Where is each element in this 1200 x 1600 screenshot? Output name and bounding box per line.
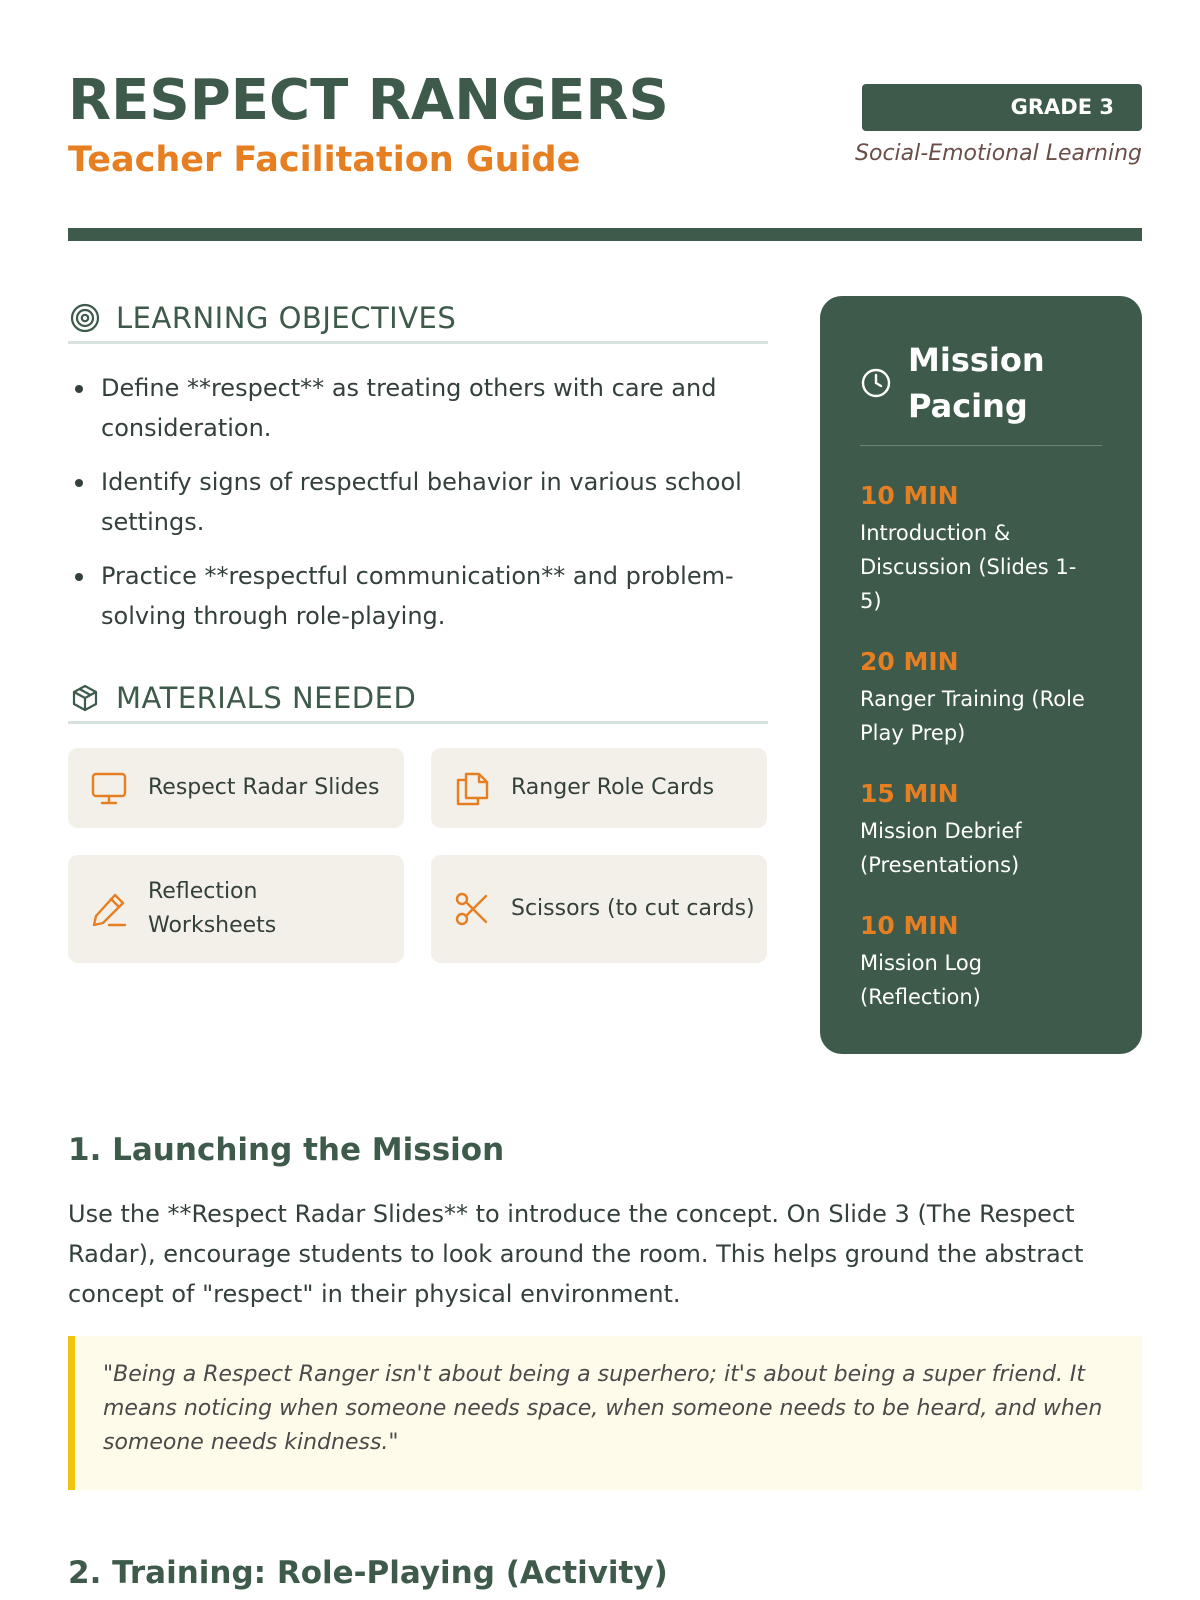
pacing-minutes: 15 MIN <box>860 779 959 808</box>
materials-heading-label: MATERIALS NEEDED <box>116 680 417 715</box>
subject-label: Social-Emotional Learning <box>855 141 1142 166</box>
clock-icon <box>860 366 894 400</box>
pacing-item <box>860 910 1102 1014</box>
list-item: Practice **respectful communication** and problem-solving through role-playing. <box>68 556 768 636</box>
box-icon <box>68 681 102 715</box>
callout-quote <box>68 1336 1142 1490</box>
pacing-item <box>860 778 1102 882</box>
material-label: Reflection Worksheets <box>148 879 277 938</box>
pacing-minutes: 10 MIN <box>860 911 959 940</box>
material-card <box>68 748 404 828</box>
pacing-item <box>860 480 1102 618</box>
grade-badge: GRADE 3 <box>862 84 1142 131</box>
section-heading: 2. Training: Role-Playing (Activity) <box>68 1555 668 1591</box>
mission-pacing-panel <box>820 296 1142 1054</box>
pacing-description: Mission Log (Reflection) <box>860 951 983 1009</box>
material-card <box>431 748 767 828</box>
materials-heading <box>68 674 768 724</box>
pacing-minutes: 20 MIN <box>860 647 959 676</box>
pacing-description: Introduction & Discussion (Slides 1-5) <box>860 521 1077 613</box>
objectives-list <box>68 368 768 650</box>
pacing-header <box>860 336 1102 446</box>
section-body: Use the **Respect Radar Slides** to introduce the concept. On Slide 3 (The Respect Radar), encourage students to look around the room. This helps ground the abstract concept of "respect" in their physical environment. <box>68 1200 1084 1308</box>
objectives-heading <box>68 294 768 344</box>
objectives-heading-label: LEARNING OBJECTIVES <box>116 300 457 335</box>
copy-icon <box>451 767 493 809</box>
document-subtitle: Teacher Facilitation Guide <box>68 140 581 180</box>
pacing-description: Ranger Training (Role Play Prep) <box>860 687 1085 745</box>
material-card <box>68 855 404 963</box>
material-label: Ranger Role Cards <box>511 775 715 800</box>
scissors-icon <box>451 888 493 930</box>
monitor-icon <box>88 767 130 809</box>
material-card <box>431 855 767 963</box>
material-label: Scissors (to cut cards) <box>511 896 755 921</box>
list-item: Define **respect** as treating others with care and consideration. <box>68 368 768 448</box>
header-divider <box>68 228 1142 241</box>
material-label: Respect Radar Slides <box>148 775 380 800</box>
pacing-description: Mission Debrief (Presentations) <box>860 819 1022 877</box>
pacing-minutes: 10 MIN <box>860 481 959 510</box>
pacing-item <box>860 646 1102 750</box>
quote-text: "Being a Respect Ranger isn't about being a superhero; it's about being a super friend. It means noticing when someone needs space, when someone needs to be heard, and when someone needs kindness." <box>103 1362 1103 1455</box>
list-item: Identify signs of respectful behavior in various school settings. <box>68 462 768 542</box>
section-heading: 1. Launching the Mission <box>68 1132 505 1168</box>
pacing-title: Mission Pacing <box>908 340 1045 425</box>
pencil-icon <box>88 888 130 930</box>
document-title: RESPECT RANGERS <box>68 68 669 133</box>
target-icon <box>68 301 102 335</box>
